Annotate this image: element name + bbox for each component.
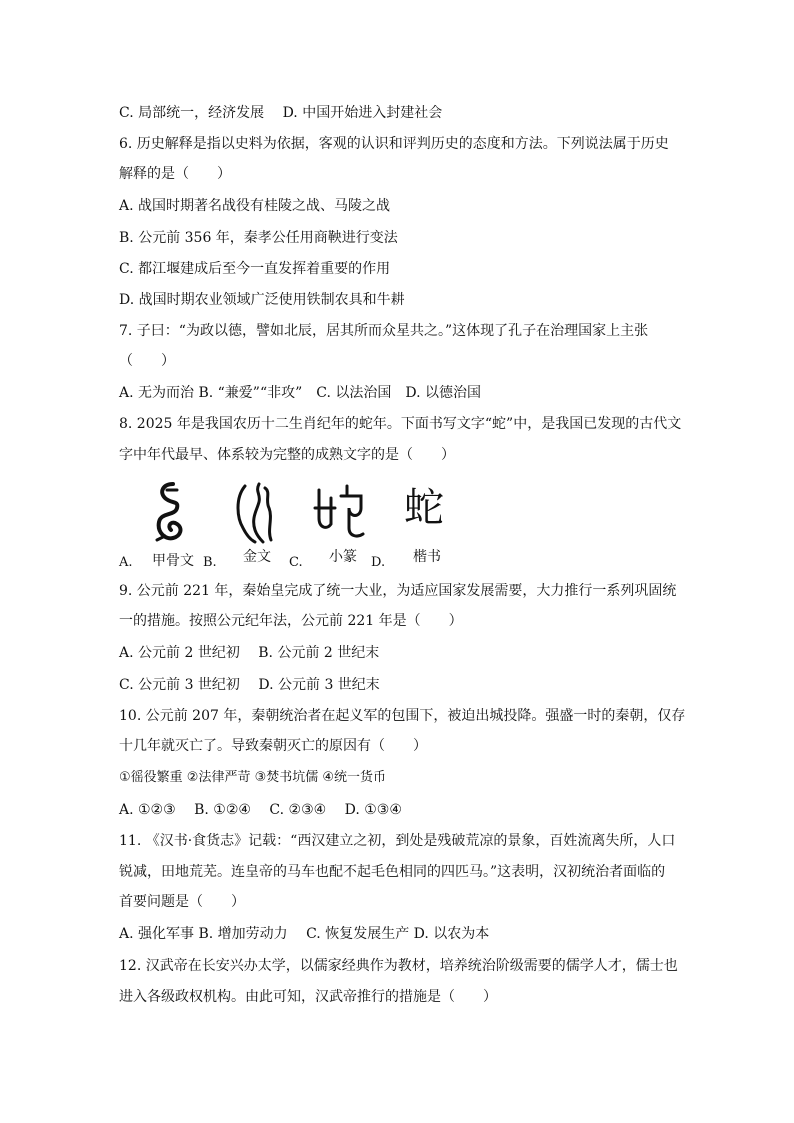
q6-option-a: A. 战国时期著名战役有桂陵之战、马陵之战 (119, 198, 391, 214)
q6-option-d: D. 战国时期农业领域广泛使用铁制农具和牛耕 (119, 292, 405, 308)
small-seal-snake-glyph (305, 478, 375, 548)
q8-option-c-letter: C. (289, 555, 303, 570)
q10-options: A. ①②③ B. ①②④ C. ②③④ D. ①③④ (119, 802, 402, 818)
q8-option-d-letter: D. (371, 555, 386, 570)
q12-stem-line2: 进入各级政权机构。由此可知，汉武帝推行的措施是（ ） (119, 989, 497, 1005)
q6-stem-line1: 6. 历史解释是指以史料为依据，客观的认识和评判历史的态度和方法。下列说法属于历史 (119, 136, 669, 152)
caption-oracle-bone: 甲骨文 (152, 553, 194, 569)
q8-option-b-letter: B. (203, 555, 217, 570)
caption-regular-script: 楷书 (413, 549, 441, 565)
q8-stem-line2: 字中年代最早、体系较为完整的成熟文字的是（ ） (119, 447, 455, 463)
q8-stem-line1: 8. 2025 年是我国农历十二生肖纪年的蛇年。下面书写文字“蛇”中，是我国已发现的古代文 (119, 416, 682, 432)
q9-options-cd: C. 公元前 3 世纪初 D. 公元前 3 世纪末 (119, 677, 380, 693)
q8-option-a-letter: A. (119, 555, 133, 570)
caption-bronze: 金文 (243, 549, 271, 565)
q10-choices: ①徭役繁重 ②法律严苛 ③焚书坑儒 ④统一货币 (119, 770, 387, 785)
regular-script-snake-glyph: 蛇 (404, 485, 444, 531)
q11-stem-line2: 锐减，田地荒芜。连皇帝的马车也配不起毛色相同的四匹马。”这表明，汉初统治者面临的 (119, 864, 666, 880)
q6-stem-line2: 解释的是（ ） (119, 166, 231, 182)
q7-stem-line1: 7. 子曰：“为政以德，譬如北辰，居其所而众星共之。”这体现了孔子在治理国家上主张 (119, 323, 649, 339)
q11-options: A. 强化军事 B. 增加劳动力 C. 恢复发展生产 D. 以农为本 (119, 926, 490, 942)
q12-stem-line1: 12. 汉武帝在长安兴办太学，以儒家经典作为教材，培养统治阶级需要的儒学人才，儒士也 (119, 958, 678, 974)
q6-option-c: C. 都江堰建成后至今一直发挥着重要的作用 (119, 261, 391, 277)
q10-stem-line1: 10. 公元前 207 年，秦朝统治者在起义军的包围下，被迫出城投降。强盛一时的秦朝，仅存 (119, 708, 686, 724)
q5-options-cd: C. 局部统一，经济发展 D. 中国开始进入封建社会 (119, 105, 443, 121)
q7-options: A. 无为而治 B. “兼爱”“非攻” C. 以法治国 D. 以德治国 (119, 385, 482, 401)
q7-stem-line2: （ ） (119, 353, 175, 369)
oracle-bone-snake-glyph (137, 478, 207, 548)
bronze-snake-glyph (221, 478, 291, 548)
q9-options-ab: A. 公元前 2 世纪初 B. 公元前 2 世纪末 (119, 645, 380, 661)
q9-stem-line1: 9. 公元前 221 年，秦始皇完成了统一大业，为适应国家发展需要，大力推行一系列巩固统 (119, 583, 677, 599)
q10-stem-line2: 十几年就灭亡了。导致秦朝灭亡的原因有（ ） (119, 738, 427, 754)
q9-stem-line2: 一的措施。按照公元纪年法，公元前 221 年是（ ） (119, 613, 463, 629)
q11-stem-line1: 11. 《汉书·食货志》记载：“西汉建立之初，到处是残破荒凉的景象，百姓流离失所，人口 (119, 833, 676, 849)
q6-option-b: B. 公元前 356 年，秦孝公任用商鞅进行变法 (119, 230, 398, 246)
caption-small-seal: 小篆 (329, 549, 357, 565)
q11-stem-line3: 首要问题是（ ） (119, 894, 245, 910)
